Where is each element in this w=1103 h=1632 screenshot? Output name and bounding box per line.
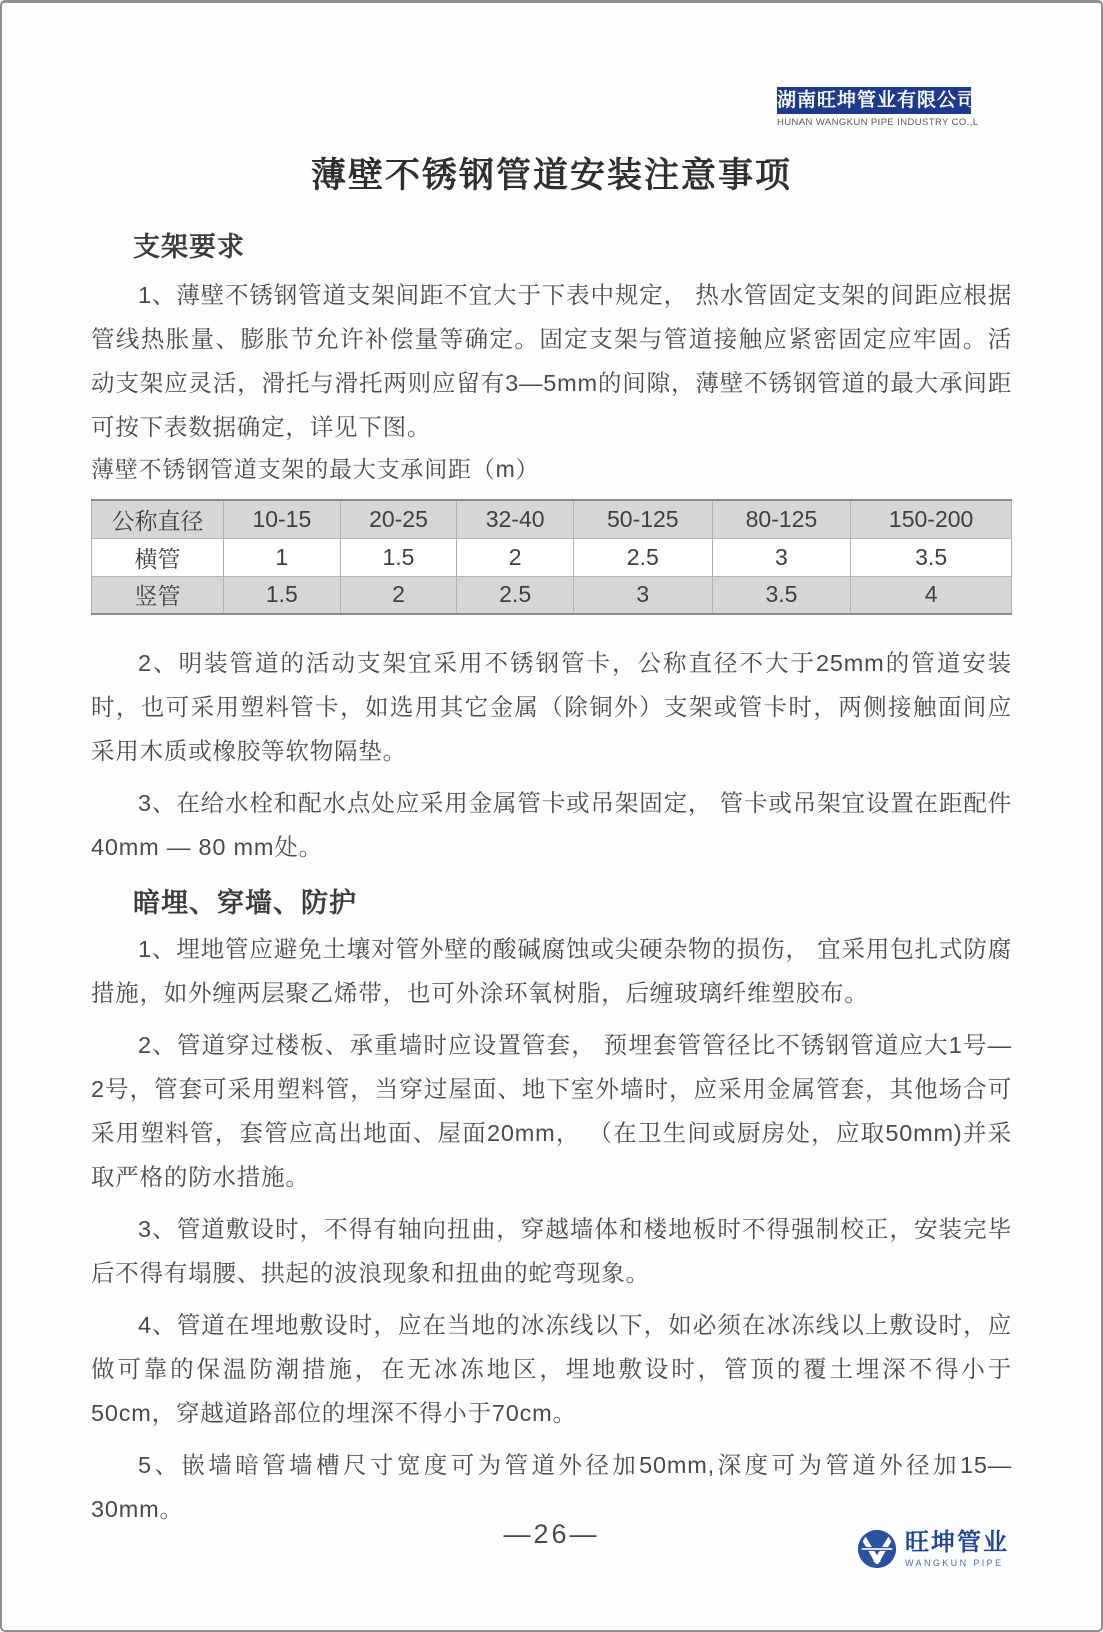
protection-paragraph-3: 3、管道敷设时，不得有轴向扭曲，穿越墙体和楼地板时不得强制校正，安装完毕后不得有塌腰、拱起的波浪现象和扭曲的蛇弯现象。 [91, 1216, 1012, 1286]
table-cell: 2 [457, 538, 574, 576]
protection-paragraph-1: 1、埋地管应避免土壤对管外壁的酸碱腐蚀或尖硬杂物的损伤， 宜采用包扎式防腐措施，如外缠两层聚乙烯带，也可外涂环氧树脂，后缠玻璃纤维塑胶布。 [91, 936, 1012, 1006]
footer-logo [856, 1528, 1009, 1570]
protection-paragraph-5: 5、嵌墙暗管墙槽尺寸宽度可为管道外径加50mm,深度可为管道外径加15—30mm。 [91, 1452, 1012, 1522]
table-cell: 1 [224, 538, 341, 576]
table-cell: 3.5 [851, 538, 1012, 576]
protection-paragraph-4: 4、管道在埋地敷设时，应在当地的冰冻线以下，如必须在冰冻线以上敷设时，应做可靠的保温防潮措施，在无冰冻地区，埋地敷设时，管顶的覆土埋深不得小于50cm，穿越道路部位的埋深不得小于70cm。 [91, 1312, 1012, 1426]
table-cell: 3 [712, 538, 851, 576]
table-cell: 3.5 [712, 576, 851, 614]
table-cell: 4 [851, 576, 1012, 614]
wangkun-logo-icon [856, 1528, 898, 1570]
table-row-label: 横管 [92, 538, 224, 576]
table-header-cell: 50-125 [573, 500, 712, 538]
footer-logo-text [905, 1528, 1009, 1568]
page-number: —26— [503, 1519, 600, 1549]
page-title: 薄壁不锈钢管道安装注意事项 [310, 156, 792, 195]
footer-logo-cn: 旺坤管业 [905, 1528, 1009, 1556]
table-row [92, 538, 1012, 576]
table-caption: 薄壁不锈钢管道支架的最大支承间距（m） [91, 456, 540, 482]
support-paragraph-2: 2、明装管道的活动支架宜采用不锈钢管卡，公称直径不大于25mm的管道安装时，也可采用塑料管卡，如选用其它金属（除铜外）支架或管卡时，两侧接触面间应采用木质或橡胶等软物隔垫。 [91, 650, 1012, 764]
support-paragraph-3: 3、在给水栓和配水点处应采用金属管卡或吊架固定， 管卡或吊架宜设置在距配件40mm — 80 mm处。 [91, 790, 1012, 860]
table-cell: 3 [573, 576, 712, 614]
section-heading-support: 支架要求 [133, 232, 245, 262]
table-cell: 1.5 [224, 576, 341, 614]
table-header-cell: 10-15 [224, 500, 341, 538]
table-header-row [92, 500, 1012, 538]
protection-paragraph-2: 2、管道穿过楼板、承重墙时应设置管套， 预埋套管管径比不锈钢管道应大1号—2号，管套可采用塑料管，当穿过屋面、地下室外墙时，应采用金属管套，其他场合可采用塑料管，套管应高出地面、屋面20mm， （在卫生间或厨房处，应取50mm)并采取严格的防水措施。 [91, 1032, 1012, 1190]
table-cell: 2.5 [457, 576, 574, 614]
table-header-cell: 150-200 [851, 500, 1012, 538]
footer-logo-en: WANGKUN PIPE [905, 1557, 1004, 1568]
table-row-label: 竖管 [92, 576, 224, 614]
max-support-spacing-table [91, 499, 1012, 615]
table-row [92, 576, 1012, 614]
table-cell: 1.5 [340, 538, 457, 576]
table-cell: 2 [340, 576, 457, 614]
table-header-cell: 公称直径 [92, 500, 224, 538]
company-name-en: HUNAN WANGKUN PIPE INDUSTRY CO.,L [777, 117, 979, 128]
table-header-cell: 20-25 [340, 500, 457, 538]
table-cell: 2.5 [573, 538, 712, 576]
support-paragraph-1: 1、薄壁不锈钢管道支架间距不宜大于下表中规定， 热水管固定支架的间距应根据管线热胀量、膨胀节允许补偿量等确定。固定支架与管道接触应紧密固定应牢固。活动支架应灵活，滑托与滑托两则应留有3—5mm的间隙，薄壁不锈钢管道的最大承间距可按下表数据确定，详见下图。 [91, 282, 1012, 440]
company-name-cn: 湖南旺坤管业有限公司 [777, 87, 971, 114]
document-content [2, 3, 1101, 1531]
company-badge [777, 87, 979, 128]
section-heading-protection: 暗埋、穿墙、防护 [133, 888, 357, 918]
table-header-cell: 32-40 [457, 500, 574, 538]
table-header-cell: 80-125 [712, 500, 851, 538]
